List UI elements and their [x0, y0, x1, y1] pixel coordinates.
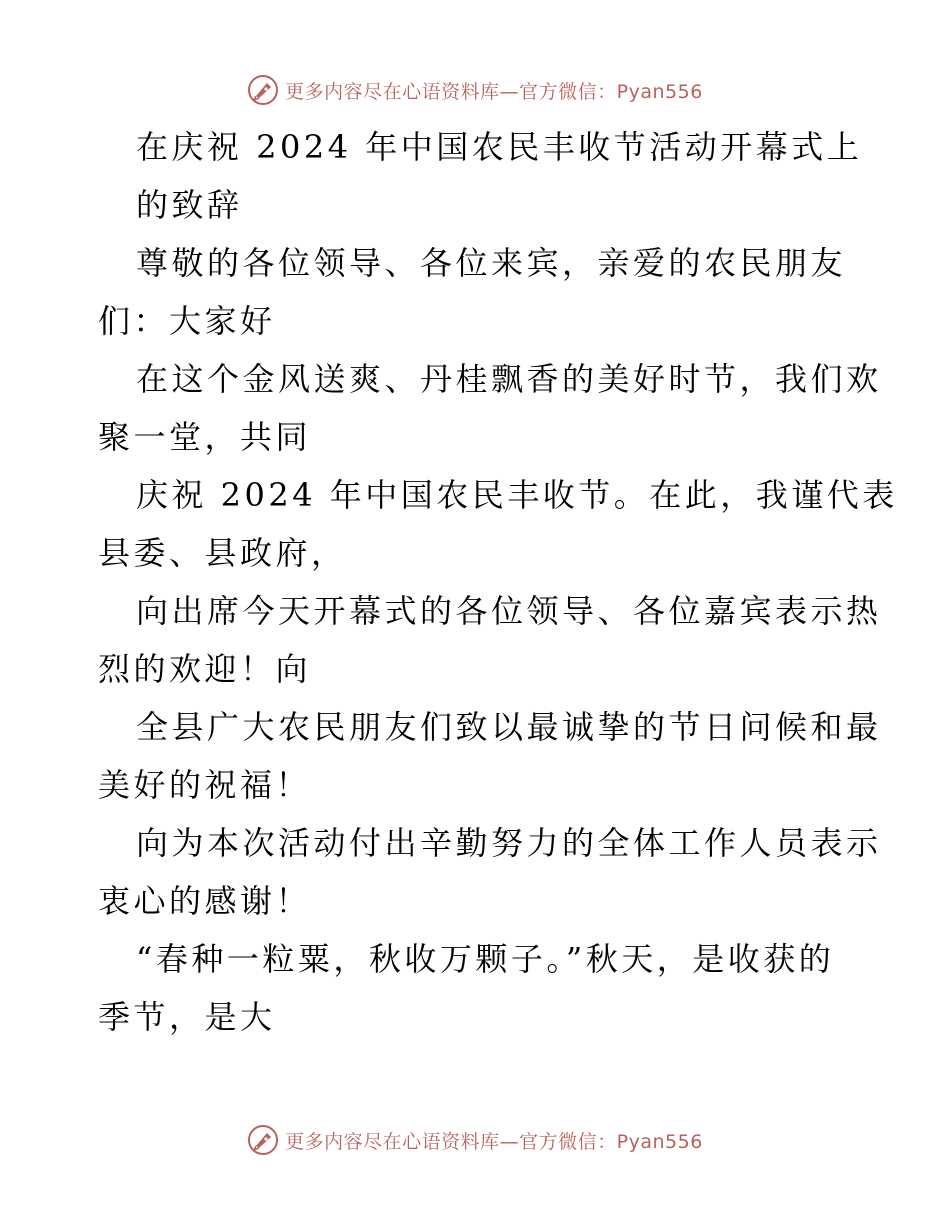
- header-banner: [0, 70, 950, 110]
- paragraph-line: 烈的欢迎！向: [98, 650, 312, 688]
- header-banner-text: 更多内容尽在心语资料库—官方微信：Pyan556: [285, 80, 703, 103]
- paragraph-line: 庆祝 2024 年中国农民丰收节。在此，我谨代表: [136, 476, 898, 514]
- document-body: [98, 118, 898, 1046]
- paragraph-line: 季节，是大: [98, 998, 276, 1036]
- paragraph-line: 衷心的感谢！: [98, 882, 312, 920]
- footer-banner-content: [247, 1124, 703, 1156]
- title-line-1: 在庆祝 2024 年中国农民丰收节活动开幕式上: [136, 128, 863, 166]
- paragraph-line: “春种一粒粟，秋收万颗子。”秋天，是收获的: [136, 940, 835, 978]
- paragraph-line: 向为本次活动付出辛勤努力的全体工作人员表示: [136, 824, 882, 862]
- paragraph-line: 美好的祝福！: [98, 766, 312, 804]
- paragraph-line: 县委、县政府，: [98, 534, 347, 572]
- title-line-2: 的致辞: [136, 186, 243, 224]
- header-banner-content: [247, 74, 703, 106]
- paragraph-line: 向出席今天开幕式的各位领导、各位嘉宾表示热: [136, 592, 882, 630]
- pen-nib-logo-icon: [247, 1124, 279, 1156]
- pen-nib-logo-icon: [247, 74, 279, 106]
- footer-banner-text: 更多内容尽在心语资料库—官方微信：Pyan556: [285, 1130, 703, 1153]
- paragraph-line: 们：大家好: [98, 302, 276, 340]
- footer-banner: [0, 1120, 950, 1160]
- paragraph-line: 在这个金风送爽、丹桂飘香的美好时节，我们欢: [136, 360, 882, 398]
- paragraph-line: 尊敬的各位领导、各位来宾，亲爱的农民朋友: [136, 244, 847, 282]
- paragraph-line: 聚一堂，共同: [98, 418, 312, 456]
- paragraph-line: 全县广大农民朋友们致以最诚挚的节日问候和最: [136, 708, 882, 746]
